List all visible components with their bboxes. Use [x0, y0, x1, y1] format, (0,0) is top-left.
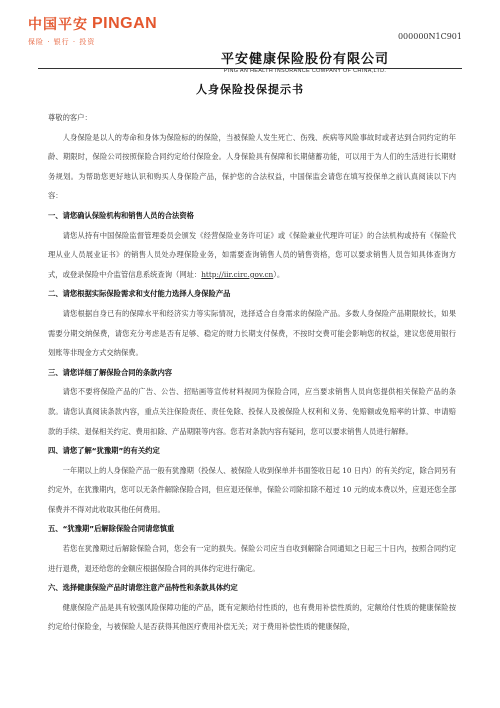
section-text-1: [48, 226, 456, 285]
section-text-1-end: ）。: [273, 269, 285, 279]
header-divider: [38, 68, 462, 69]
section-text-1-main: 请您从持有中国保险监督管理委员会颁发《经营保险业务许可证》或《保险兼业代理许可证》的合法机构或持有《保险代理从业人员展业证书》的销售人员处办理保险业务，如需要查询销售人员的销售资格，您可以要求销售人员告知具体查询方式，或登录保险中介监管信息系统查询（网址：: [48, 230, 456, 279]
company-name-block: [110, 48, 500, 74]
section-heading-1: 一、请您确认保险机构和销售人员的合法资格: [48, 210, 194, 220]
intro-paragraph: 人身保险是以人的寿命和身体为保险标的的保险，当被保险人发生死亡、伤残、疾病等风险事故时或者达到合同约定的年龄、期限时，保险公司按照保险合同约定给付保险金。人身保险具有保障和长期储蓄功能，可以用于为人们的生活进行长期财务规划。为帮助您更好地认识和购买人身保险产品，保护您的合法权益，中国保监会请您在填写投保单之前认真阅读以下内容：: [48, 132, 456, 201]
section-heading-4: 四、请您了解“犹豫期”的有关约定: [48, 446, 160, 456]
document-body: [48, 108, 456, 637]
section-heading-2: 二、请您根据实际保险需求和支付能力选择人身保险产品: [48, 289, 231, 299]
logo-cn-text: 中国平安: [28, 17, 88, 33]
section-text-5: 若您在犹豫期过后解除保险合同，您会有一定的损失。保险公司应当自收到解除合同通知之日起三十日内，按照合同约定进行退费，退还给您的金额应根据保险合同的具体约定进行确定。: [48, 544, 456, 573]
document-title: 人身保险投保提示书: [196, 83, 304, 96]
logo-slogan: 保险 · 银行 · 投资: [28, 38, 96, 46]
pingan-logo: [28, 14, 157, 47]
section-heading-5: 五、“犹豫期”后解除保险合同请您慎重: [48, 524, 175, 534]
section-heading-6: 六、选择健康保险产品时请您注意产品特性和条款具体约定: [48, 583, 238, 593]
logo-en-text: PINGAN: [92, 15, 158, 32]
company-name-cn: 平安健康保险股份有限公司: [220, 52, 389, 67]
section-text-2: 请您根据自身已有的保障水平和经济实力等实际情况，选择适合自身需求的保险产品。多数人身保险产品期限较长，如果需要分期交纳保费，请您充分考虑是否有足够、稳定的财力长期支付保费，不按时交费可能会影响您的权益，建议您使用银行划账等非现金方式交纳保费。: [48, 308, 456, 358]
company-name-en: PING AN HEALTH INSURANCE COMPANY OF CHINA,LTD.: [223, 68, 387, 74]
regulator-url-link[interactable]: http://iir.circ.gov.cn: [201, 269, 274, 279]
section-heading-3: 三、请您详细了解保险合同的条款内容: [48, 367, 173, 377]
greeting: 尊敬的客户：: [48, 113, 92, 122]
section-text-3: 请您不要将保险产品的广告、公告、招贴画等宣传材料视同为保险合同，应当要求销售人员向您提供相关保险产品的条款。请您认真阅读条款内容，重点关注保险责任、责任免除、投保人及被保险人权利和义务、免赔额或免赔率的计算、申请赔款的手续、退保相关约定、费用扣除、产品期限等内容。您若对条款内容有疑问，您可以要求销售人员进行解释。: [48, 387, 456, 436]
document-code: 000000N1C901: [397, 32, 462, 41]
section-text-4: 一年期以上的人身保险产品一般有犹豫期（投保人、被保险人收到保单并书面签收日起 10 日内）的有关约定，除合同另有约定外，在犹豫期内，您可以无条件解除保险合同，但应退还保单，保险公司除扣除不超过 10 元的成本费以外，应退还您全部保费并不得对此收取其他任何费用。: [48, 465, 456, 514]
section-text-6: 健康保险产品是具有较强风险保障功能的产品，既有定额给付性质的，也有费用补偿性质的，定额给付性质的健康保险按约定给付保险金，与被保险人是否获得其他医疗费用补偿无关；对于费用补偿性质的健康保险，: [48, 602, 456, 632]
